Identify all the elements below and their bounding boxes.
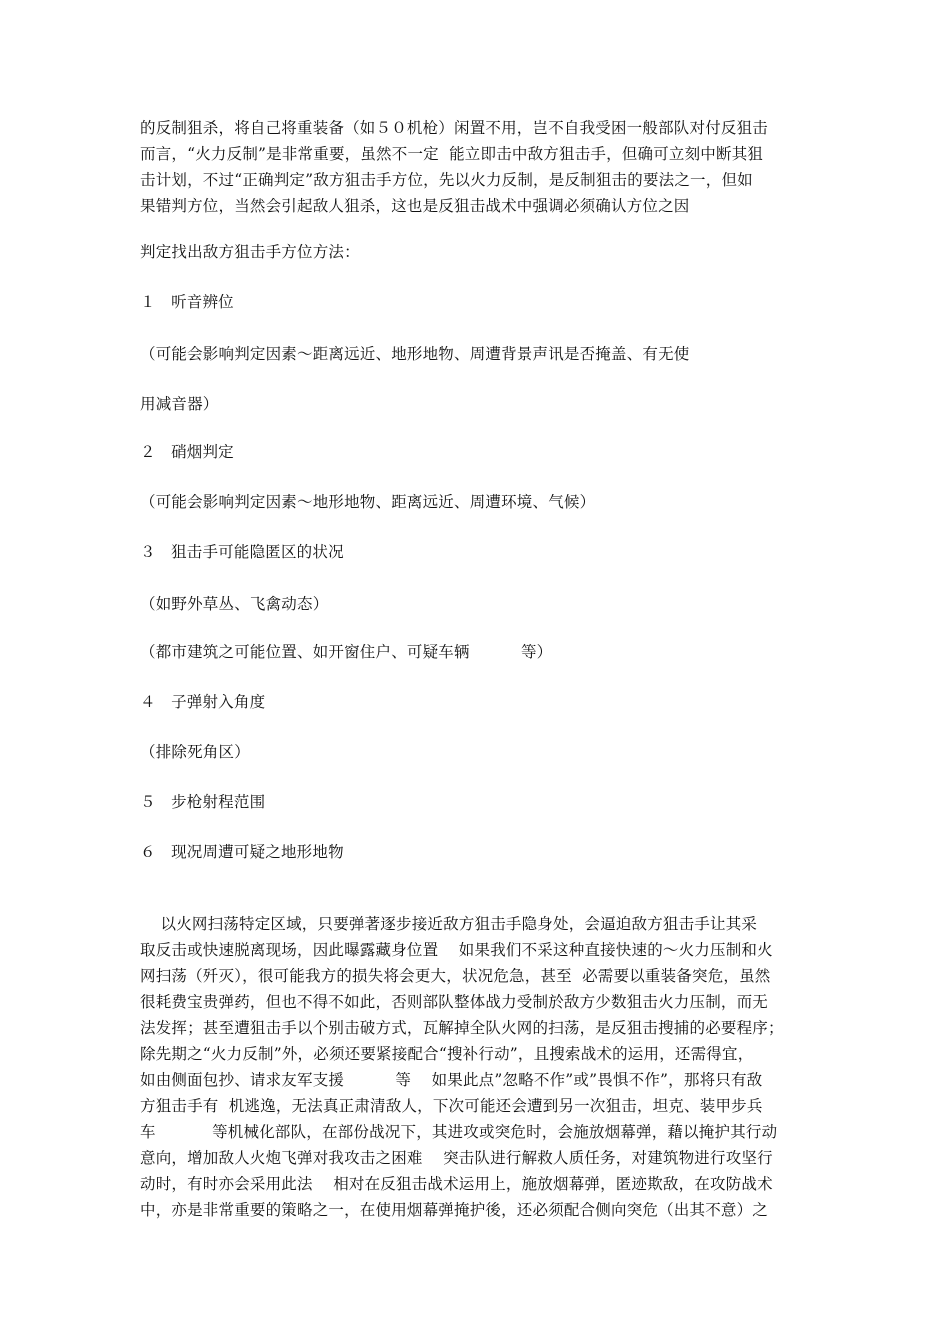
section-heading: 判定找出敌方狙击手方位方法： <box>140 243 360 261</box>
list-item-3-note-b: （都市建筑之可能位置、如开窗住户、可疑车辆 等） <box>140 643 553 661</box>
list-item-2: ２ 硝烟判定 <box>140 443 234 461</box>
list-item-1: １ 听音辨位 <box>140 293 234 311</box>
body-line-9: 车 等机械化部队，在部份战况下，其进攻或突危时，会施放烟幕弹，藉以掩护其行动 <box>140 1123 778 1141</box>
list-item-5: ５ 步枪射程范围 <box>140 793 266 811</box>
body-line-8: 方狙击手有 机逃逸，无法真正肃清敌人，下次可能还会遭到另一次狙击，坦克、装甲步兵 <box>140 1097 763 1115</box>
body-line-5: 法发挥；甚至遭狙击手以个别击破方式，瓦解掉全队火网的扫荡，是反狙击搜捕的必要程序； <box>140 1019 784 1037</box>
body-line-10: 意向，增加敌人火炮飞弹对我攻击之困难 突击队进行解救人质任务，对建筑物进行攻坚行 <box>140 1149 773 1167</box>
list-item-1-note: （可能会影响判定因素～距离远近、地形地物、周遭背景声讯是否掩盖、有无使 <box>140 345 690 363</box>
list-item-4-note: （排除死角区） <box>140 743 250 761</box>
intro-line-3: 击计划，不过“正确判定”敌方狙击手方位，先以火力反制，是反制狙击的要法之一，但如 <box>140 171 753 189</box>
body-line-3: 网扫荡（歼灭），很可能我方的损失将会更大，状况危急，甚至 必需要以重装备突危，虽然 <box>140 967 771 985</box>
intro-line-2: 而言，“火力反制”是非常重要，虽然不一定 能立即击中敌方狙击手，但确可立刻中断其狙 <box>140 145 764 163</box>
body-line-12: 中，亦是非常重要的策略之一，在使用烟幕弹掩护後，还必须配合侧向突危（出其不意）之 <box>140 1201 769 1219</box>
list-item-3-note-a: （如野外草丛、飞禽动态） <box>140 595 329 613</box>
list-item-6: ６ 现况周遭可疑之地形地物 <box>140 843 344 861</box>
list-item-2-note: （可能会影响判定因素～地形地物、距离远近、周遭环境、气候） <box>140 493 596 511</box>
body-line-7: 如由侧面包抄、请求友军支援 等 如果此点”忽略不作”或”畏惧不作”，那将只有敌 <box>140 1071 763 1089</box>
body-line-2: 取反击或快速脱离现场，因此曝露藏身位置 如果我们不采这种直接快速的～火力压制和火 <box>140 941 773 959</box>
body-line-6: 除先期之“火力反制”外，必须还要紧接配合“搜补行动”，且搜索战术的运用，还需得宜， <box>140 1045 754 1063</box>
intro-line-4: 果错判方位，当然会引起敌人狙杀，这也是反狙击战术中强调必须确认方位之因 <box>140 197 690 215</box>
list-item-3: ３ 狙击手可能隐匿区的状况 <box>140 543 344 561</box>
body-line-11: 动时，有时亦会采用此法 相对在反狙击战术运用上，施放烟幕弹，匿迹欺敌，在攻防战术 <box>140 1175 773 1193</box>
body-line-1: 以火网扫荡特定区域，只要弹著逐步接近敌方狙击手隐身处，会逼迫敌方狙击手让其采 <box>140 915 758 933</box>
body-line-4: 很耗费宝贵弹药，但也不得不如此，否则部队整体战力受制於敌方少数狙击火力压制，而无 <box>140 993 769 1011</box>
list-item-1-note-cont: 用减音器） <box>140 395 219 413</box>
intro-line-1: 的反制狙杀，将自己将重装备（如５０机枪）闲置不用，岂不自我受困一般部队对付反狙击 <box>140 119 769 137</box>
list-item-4: ４ 子弹射入角度 <box>140 693 266 711</box>
